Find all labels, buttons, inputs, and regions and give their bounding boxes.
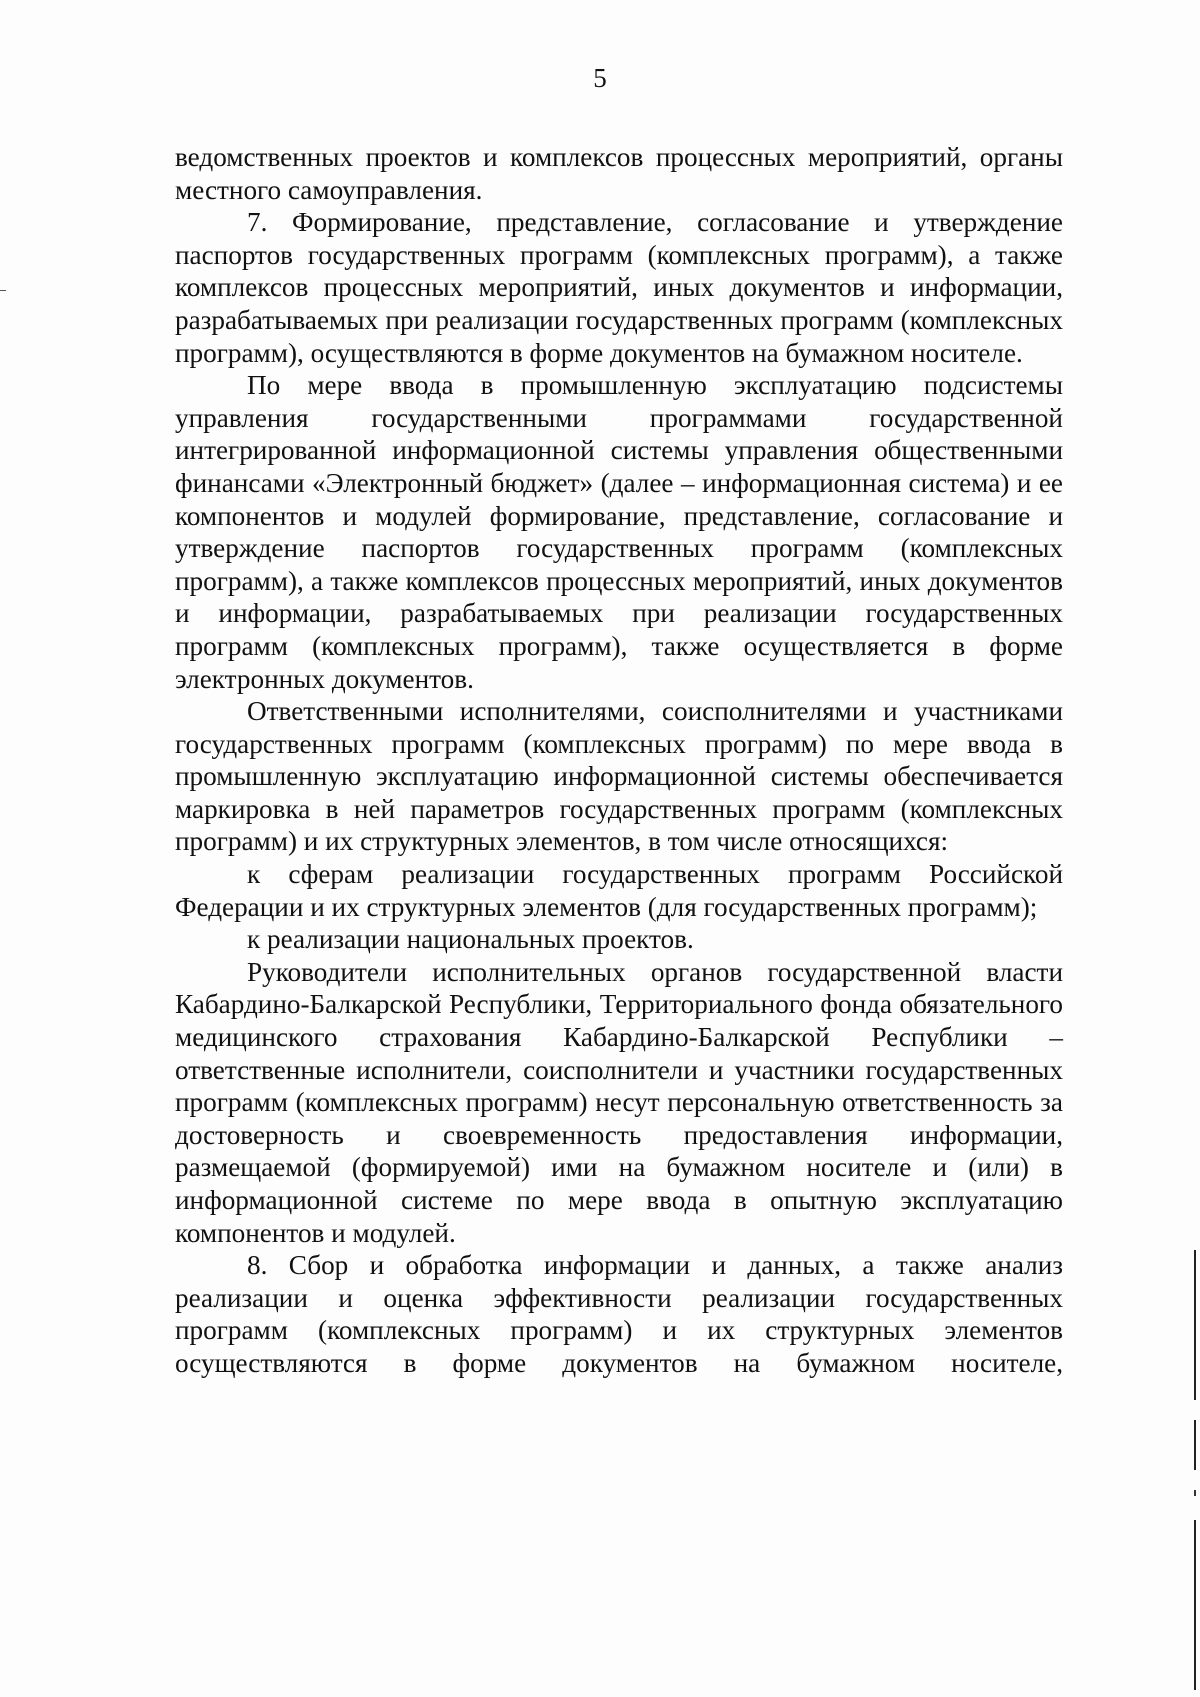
scan-edge-line — [1194, 1250, 1196, 1400]
paragraph-continuation: ведомственных проектов и комплексов процессных мероприятий, органы местного самоуправления. — [175, 142, 1063, 205]
paragraph-spheres: к сферам реализации государственных программ Российской Федерации и их структурных элементов (для государственных программ); — [175, 859, 1063, 922]
paragraph-responsibility: Руководители исполнительных органов государственной власти Кабардино-Балкарской Республики, Территориального фонда обязательного медицинского страхования Кабардино-Балкарской Республики – ответственные исполнители, соисполнители и участники государственных программ (комплексных программ) несут персональную ответственность за достоверность и своевременность предоставления информации, размещаемой (формируемой) ими на бумажном носителе и (или) в информационной системе по мере ввода в опытную эксплуатацию компонентов и модулей. — [175, 956, 1063, 1248]
paragraph-marking: Ответственными исполнителями, соисполнителями и участниками государственных программ (комплексных программ) по мере ввода в промышленную эксплуатацию информационной системы обеспечивается маркировка в ней параметров государственных программ (комплексных программ) и их структурных элементов, в том числе относящихся: — [175, 696, 1063, 857]
scan-edge-line — [1194, 1520, 1196, 1690]
scan-edge-line — [1194, 1420, 1196, 1470]
paragraph-item-7: 7. Формирование, представление, согласование и утверждение паспортов государственных программ (комплексных программ), а также комплексов процессных мероприятий, иных документов и информации, разрабатываемых при реализации государственных программ (комплексных программ), осуществляются в форме документов на бумажном носителе. — [175, 207, 1063, 368]
paragraph-electronic-budget: По мере ввода в промышленную эксплуатацию подсистемы управления государственными программами государственной интегрированной информационной системы управления общественными финансами «Электронный бюджет» (далее – информационная система) и ее компонентов и модулей формирование, представление, согласование и утверждение паспортов государственных программ (комплексных программ), а также комплексов процессных мероприятий, иных документов и информации, разрабатываемых при реализации государственных программ (комплексных программ), также осуществляется в форме электронных документов. — [175, 370, 1063, 694]
page-number: 5 — [593, 63, 607, 93]
document-body — [175, 141, 1063, 1380]
scan-edge-dot — [1194, 1490, 1196, 1496]
paragraph-national-projects: к реализации национальных проектов. — [247, 924, 694, 955]
scan-margin-mark — [0, 290, 6, 291]
paragraph-item-8: 8. Сбор и обработка информации и данных, а также анализ реализации и оценка эффективности реализации государственных программ (комплексных программ) и их структурных элементов осуществляются в форме документов на бумажном носителе, — [175, 1250, 1063, 1378]
